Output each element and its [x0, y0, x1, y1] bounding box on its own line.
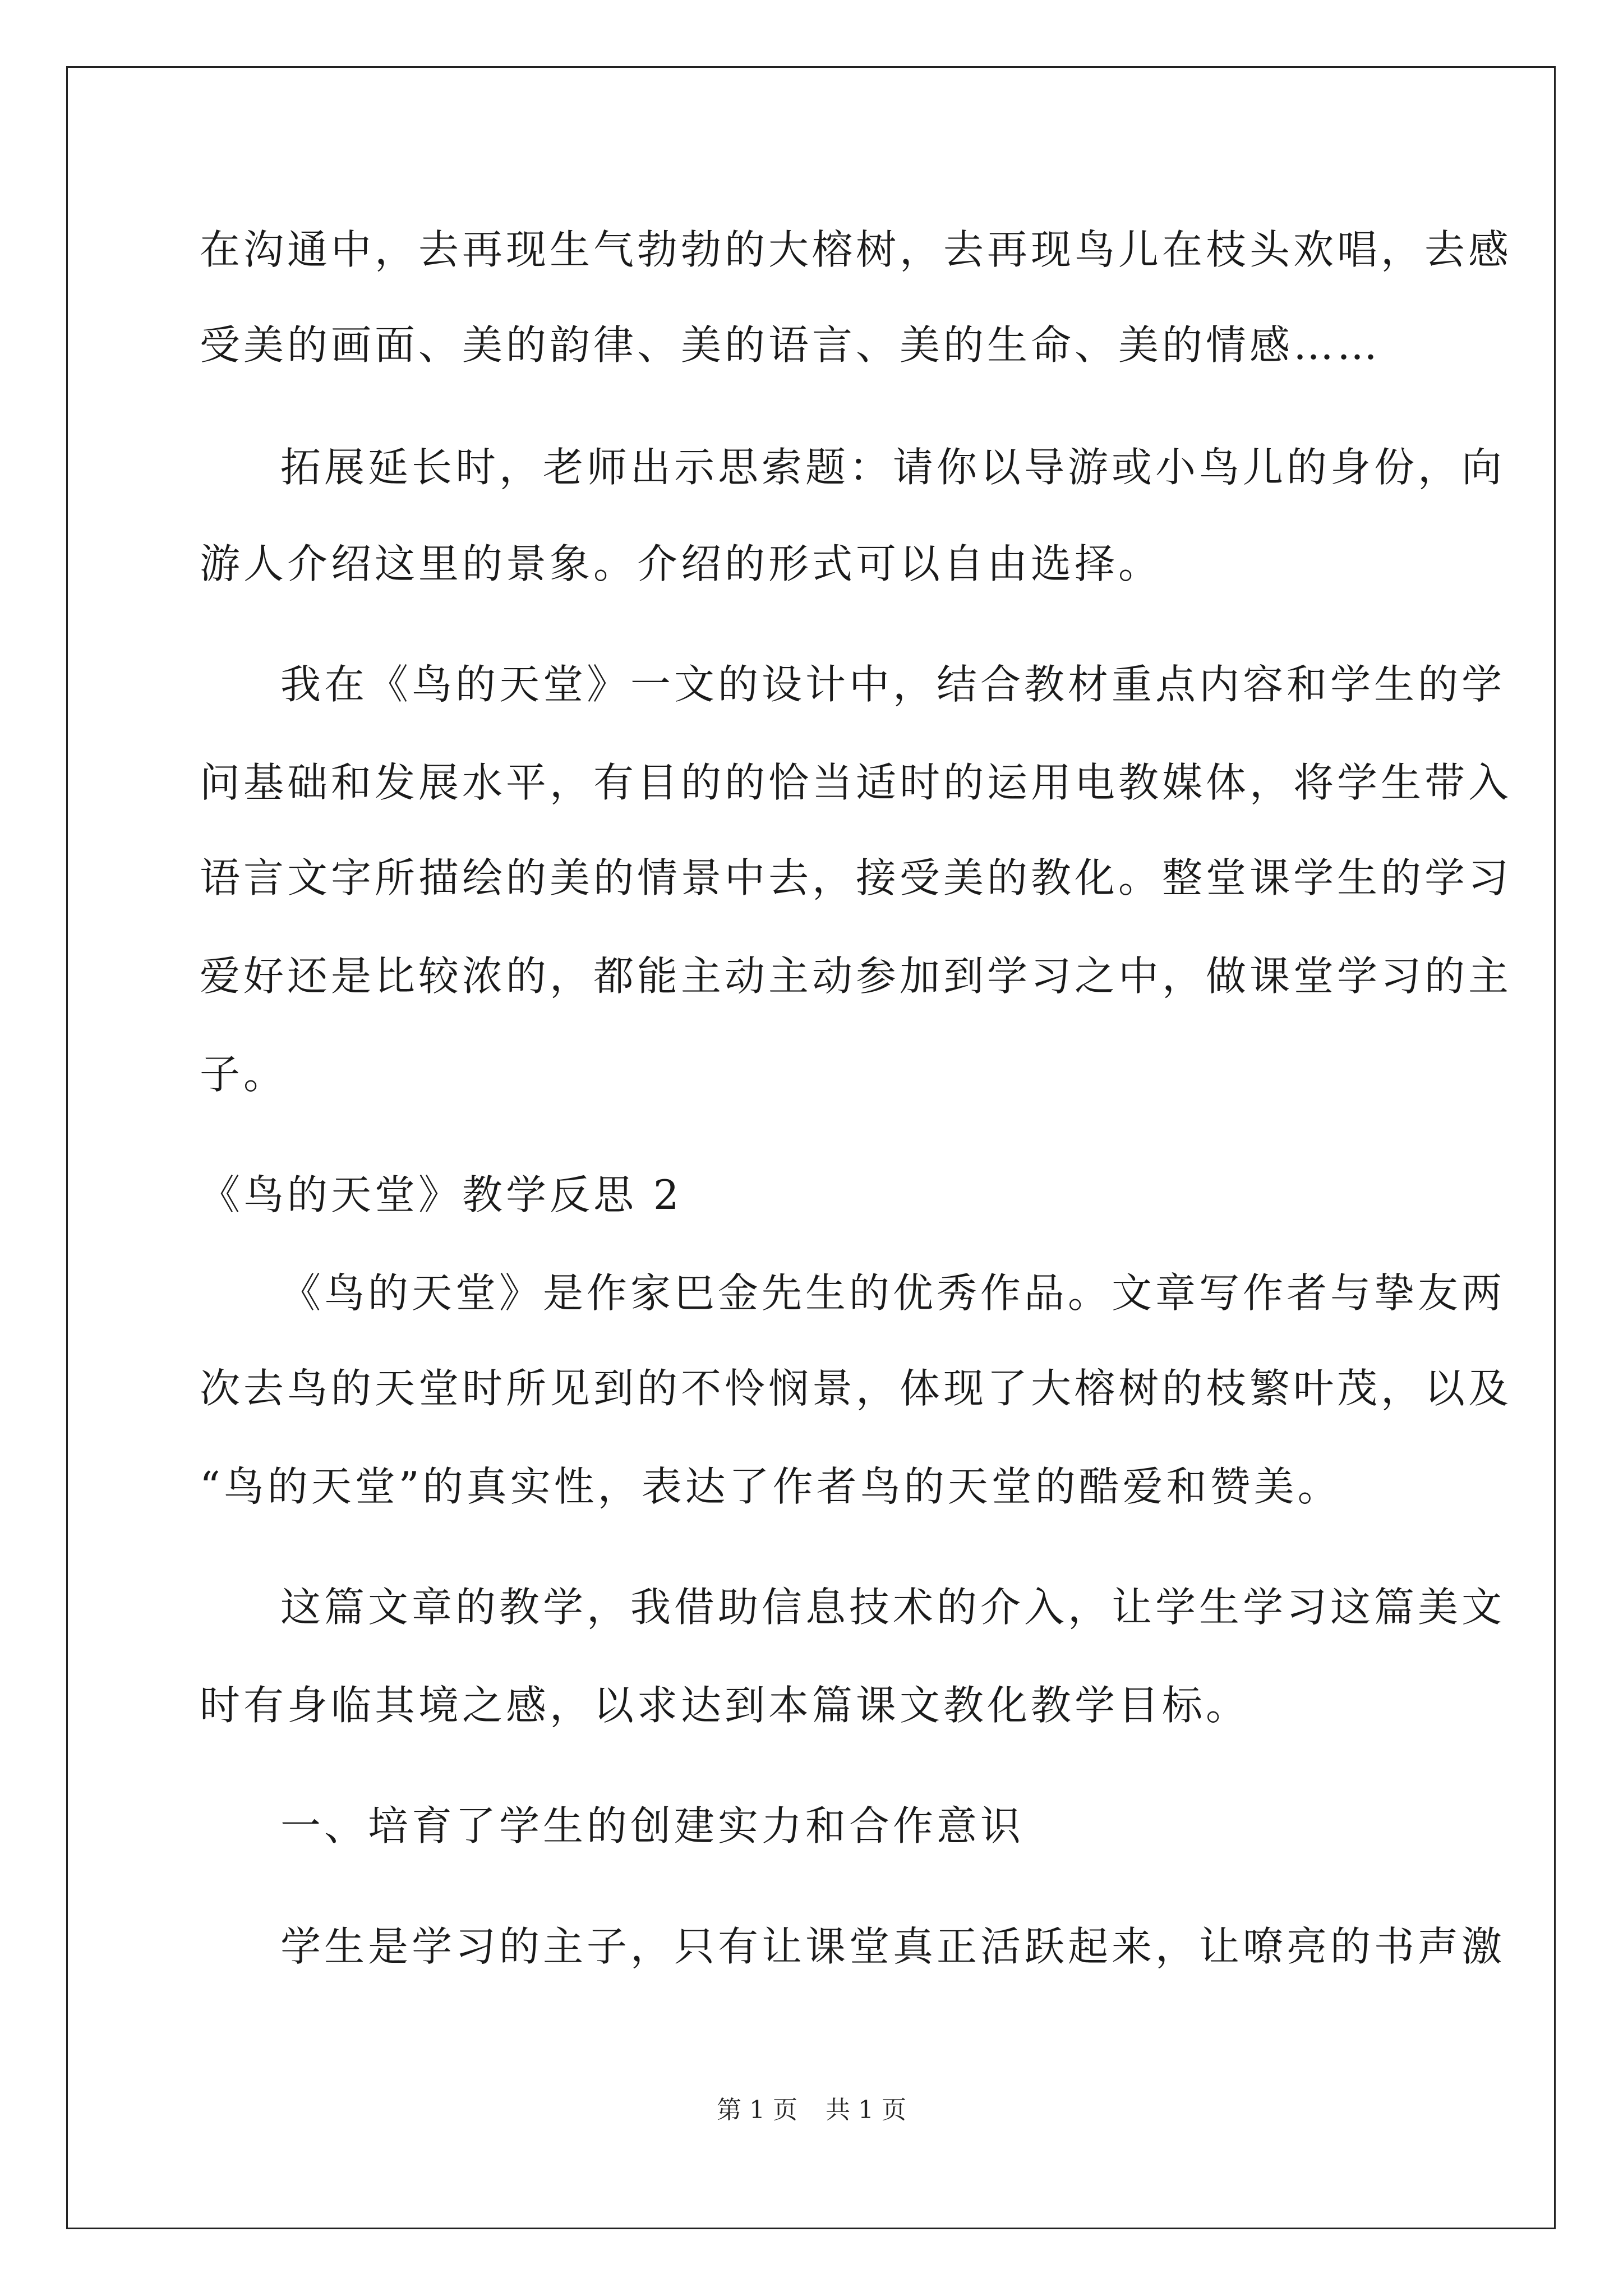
text-line: 游人介绍这里的景象。介绍的形式可以自由选择。	[200, 540, 1163, 587]
text-line: 子。	[200, 1051, 288, 1098]
page-total: 共 1 页	[826, 2096, 906, 2124]
section-heading: 《鸟的天堂》教学反思 2	[200, 1171, 683, 1218]
text-line: 次去鸟的天堂时所见到的不怜悯景，体现了大榕树的枝繁叶茂，以及	[200, 1365, 1513, 1412]
paragraph-line: 《鸟的天堂》是作家巴金先生的优秀作品。文章写作者与挚友两	[280, 1269, 1506, 1317]
page-border	[66, 66, 1556, 2229]
paragraph-line: 这篇文章的教学，我借助信息技术的介入，让学生学习这篇美文	[280, 1584, 1506, 1631]
text-line: 在沟通中，去再现生气勃勃的大榕树，去再现鸟儿在枝头欢唱，去感	[200, 226, 1513, 273]
text-line: 受美的画面、美的韵律、美的语言、美的生命、美的情感……	[200, 321, 1381, 369]
subheading: 一、培育了学生的创建实力和合作意识	[280, 1802, 1025, 1849]
text-line: “鸟的天堂”的真实性，表达了作者鸟的天堂的酷爱和赞美。	[200, 1463, 1341, 1510]
paragraph-line: 我在《鸟的天堂》一文的设计中，结合教材重点内容和学生的学	[280, 661, 1506, 708]
page-footer	[0, 2093, 1623, 2127]
text-line: 时有身临其境之感，以求达到本篇课文教化教学目标。	[200, 1682, 1250, 1729]
page-number: 第 1 页	[717, 2096, 797, 2124]
text-line: 爱好还是比较浓的，都能主动主动参加到学习之中，做课堂学习的主	[200, 953, 1513, 1000]
text-line: 问基础和发展水平，有目的的恰当适时的运用电教媒体，将学生带入	[200, 759, 1513, 806]
paragraph-line: 学生是学习的主子，只有让课堂真正活跃起来，让嘹亮的书声激	[280, 1923, 1506, 1970]
paragraph-line: 拓展延长时，老师出示思索题：请你以导游或小鸟儿的身份，向	[280, 444, 1506, 491]
text-line: 语言文字所描绘的美的情景中去，接受美的教化。整堂课学生的学习	[200, 854, 1513, 901]
